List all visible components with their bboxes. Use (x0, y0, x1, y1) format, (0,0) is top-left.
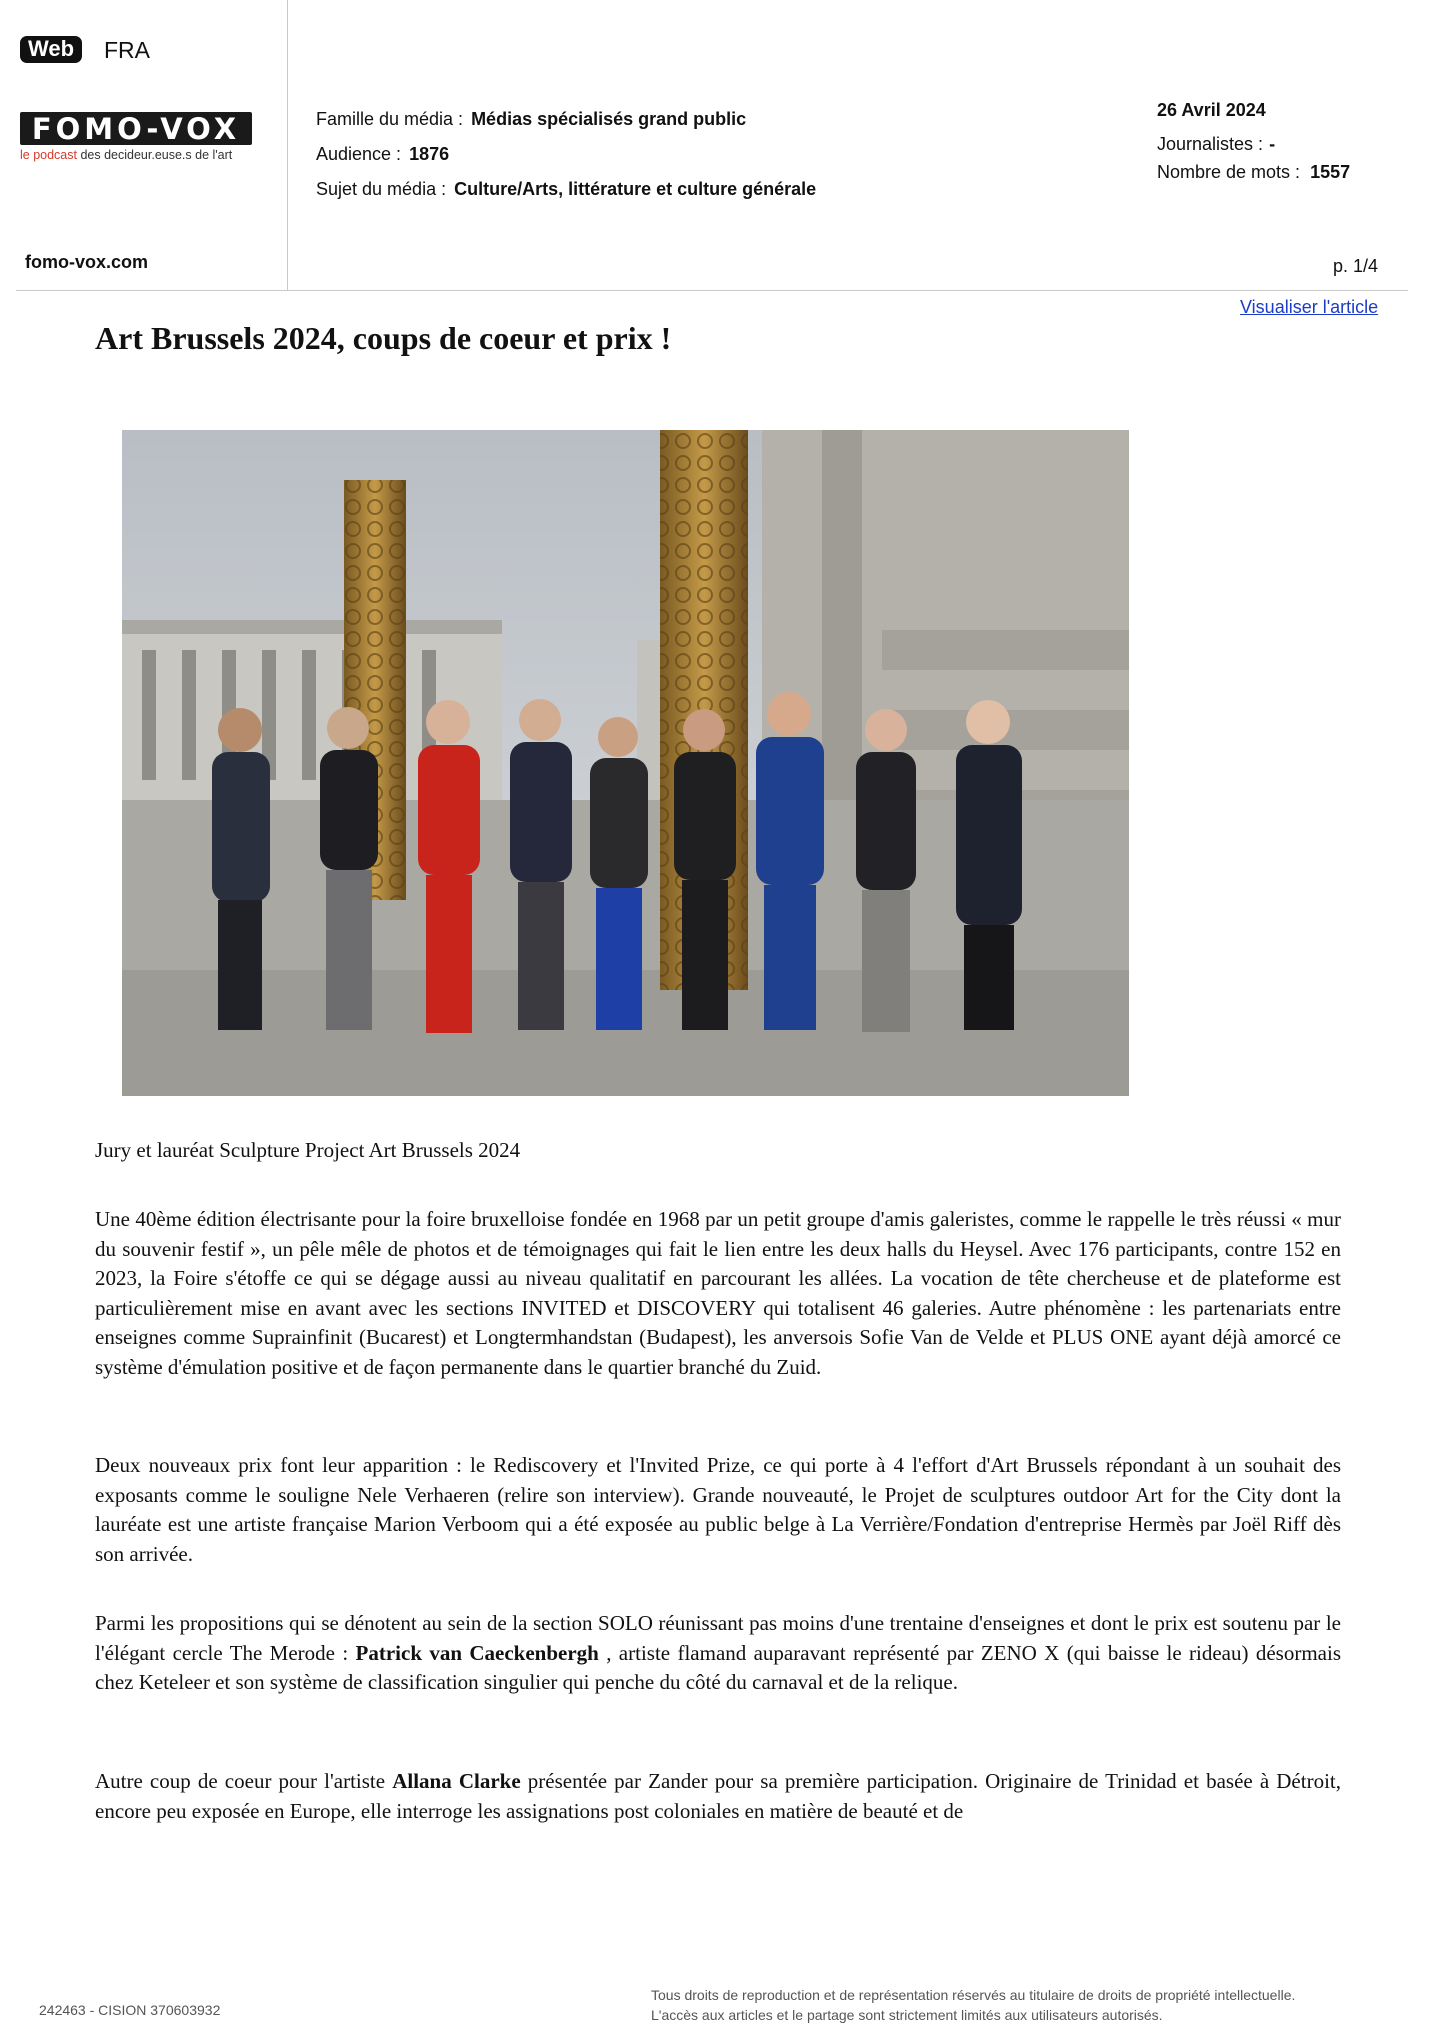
paragraph-1: Une 40ème édition électrisante pour la foire bruxelloise fondée en 1968 par un petit groupe d'amis galeristes, comme le rappelle le très réussi « mur du souvenir festif », un pêle mêle de photos et de témoignages qui fait le lien entre les deux halls du Heysel. Avec 176 participants, contre 152 en 2023, la Foire s'étoffe ce qui se dégage aussi au niveau qualitatif en parcourant les allées. La vocation de tête chercheuse et de plateforme est particulièrement mise en avant avec les sections INVITED et DISCOVERY qui totalisent 46 galeries. Autre phénomène : les partenariats entre enseignes comme Suprainfinit (Bucarest) et Longtermhandstan (Budapest), les anversois Sofie Van de Velde et PLUS ONE ayant déjà amorcé ce système d'émulation positive et de façon permanente dans le quartier branché du Zuid. (95, 1207, 1341, 1379)
logo-wordmark: FOMO-VOX (31, 111, 241, 146)
document-id: 242463 - CISION 370603932 (39, 2002, 221, 2018)
fomo-vox-logo (20, 112, 252, 162)
word-count: Nombre de mots : 1557 (1157, 162, 1351, 182)
language-label: FRA (104, 37, 150, 63)
article-title: Art Brussels 2024, coups de coeur et prix ! (95, 320, 672, 356)
logo-tagline: le podcast des decideur.euse.s de l'art (20, 148, 233, 162)
artist-name-patrick: Patrick van Caeckenbergh (355, 1640, 599, 1665)
view-article-link[interactable]: Visualiser l'article (1240, 297, 1379, 317)
media-type-badge: Web (20, 36, 82, 63)
jury-group-photo (122, 430, 1129, 1096)
source-site: fomo-vox.com (25, 252, 149, 272)
paragraph-4: Autre coup de coeur pour l'artiste Allana Clarke présentée par Zander pour sa première participation. Originaire de Trinidad et basée à Détroit, encore peu exposée en Europe, elle interroge les assignations post coloniales en matière de beauté et de (95, 1769, 1341, 1823)
media-family: Famille du média : Médias spécialisés grand public (316, 109, 747, 129)
header-horizontal-divider (16, 290, 1408, 291)
paragraph-2: Deux nouveaux prix font leur apparition : le Rediscovery et l'Invited Prize, ce qui porte à 4 l'effort d'Art Brussels répondant à un souhait des exposants comme le souligne Nele Verhaeren (relire son interview). Grande nouveauté, le Projet de sculptures outdoor Art for the City dont la lauréate est une artiste française Marion Verboom qui a été exposée au public belge à La Verrière/Fondation d'entreprise Hermès par Joël Riff dès son arrivée. (95, 1453, 1341, 1566)
photo-caption: Jury et lauréat Sculpture Project Art Brussels 2024 (95, 1138, 521, 1162)
media-audience: Audience : 1876 (316, 144, 450, 164)
rights-notice: Tous droits de reproduction et de représentation réservés au titulaire de droits de propriété intellectuelle. L'accès aux articles et le partage sont strictement limités aux utilisateurs autorisés. (651, 1987, 1296, 2023)
publication-date: 26 Avril 2024 (1157, 100, 1266, 120)
page-number: p. 1/4 (1333, 256, 1379, 276)
artist-name-allana: Allana Clarke (392, 1769, 521, 1793)
header-vertical-divider (287, 0, 288, 290)
media-subject: Sujet du média : Culture/Arts, littérature et culture générale (316, 179, 817, 199)
journalists: Journalistes : - (1157, 134, 1276, 154)
paragraph-3: Parmi les propositions qui se dénotent au sein de la section SOLO réunissant pas moins d'une trentaine d'enseignes et dont le prix est soutenu par le l'élégant cercle The Merode : Patrick van Caeckenbergh , artiste flamand auparavant représenté par ZENO X (qui baisse le rideau) désormais chez Keteleer et son système de classification singulier qui penche du côté du carnaval et de la relique. (95, 1611, 1341, 1694)
